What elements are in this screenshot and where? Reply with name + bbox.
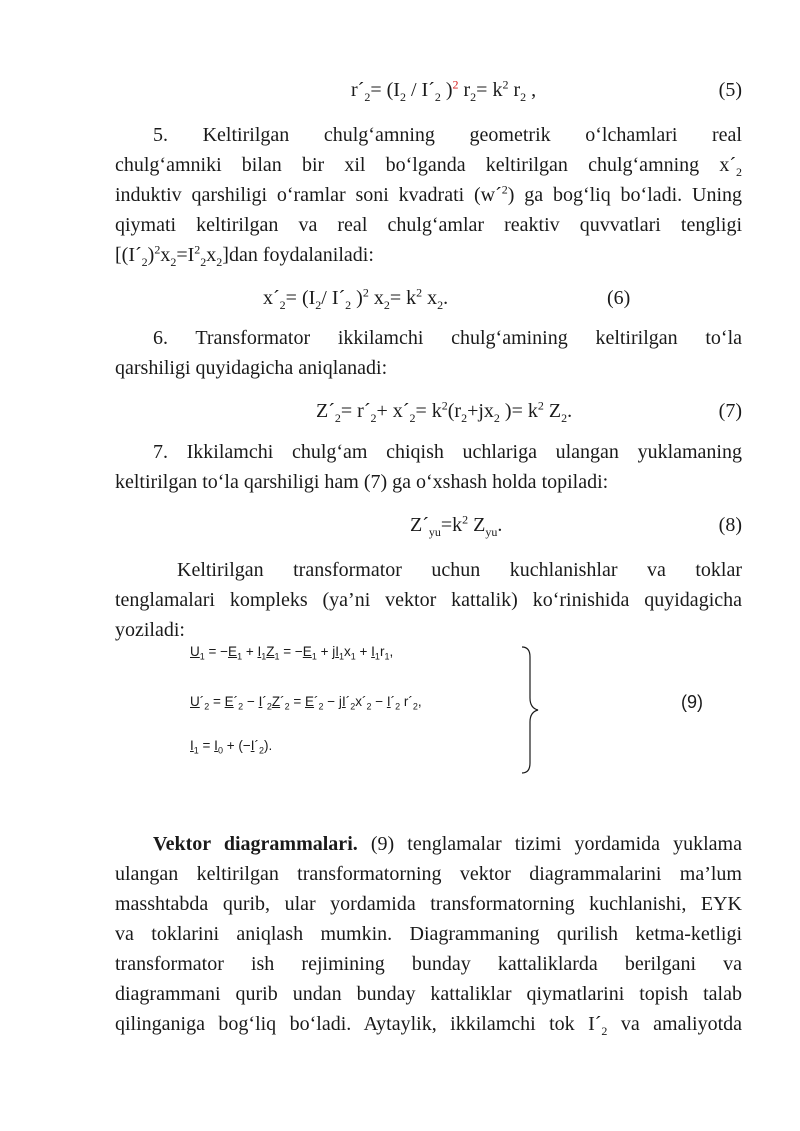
equation-6-number: (6) <box>607 287 631 309</box>
equation-5-number: (5) <box>718 79 742 101</box>
equation-9-line-3: $I_1 = I_0$ + $(-I´_2)$. <box>190 738 273 756</box>
p6-line-1: 6. Transformator ikkilamchi chulg‘amining keltirilgan to‘la <box>153 327 742 349</box>
right-brace-icon <box>520 645 544 775</box>
p8-line-1: Keltirilgan transformator uchun kuchlanishlar va toklar <box>177 559 742 581</box>
p9-line-2: ulangan keltirilgan transformatorning vektor diagrammalarini ma’lum <box>115 863 742 885</box>
p8-line-2: tenglamalari kompleks (ya’ni vektor kattalik) ko‘rinishida quyidagicha <box>115 589 742 611</box>
p9-line-7: qilinganiga bog‘liq bo‘ladi. Aytaylik, ikkilamchi tok $I´_2$ va amaliyotda <box>115 1013 743 1038</box>
p7-line-2: keltirilgan to‘la qarshiligi ham (7) ga o‘xshash holda topiladi: <box>115 471 609 493</box>
p7-line-1: 7. Ikkilamchi chulg‘am chiqish uchlariga ulangan yuklamaning <box>153 441 742 463</box>
equation-9-line-2: $U´_2$ = $E´_2$ − $I´_2Z´_2$ = $E´_2$ − $jI´_2x´_2$ − $I´_2$ $r´_2$, <box>190 694 422 712</box>
equation-7: $Z´_2=$ $r´_2+$ $x´_2= k^2(r_2+jx_2$ )= $k^2$ $Z_2$. <box>316 398 573 425</box>
p5-line-1: 5. Keltirilgan chulg‘amning geometrik o‘lchamlari real <box>153 124 742 146</box>
p9-line-3: masshtabda qurib, ular yordamida transformatorning kuchlanishi, EYK <box>115 893 742 915</box>
equation-7-number: (7) <box>718 400 742 422</box>
equation-5: $r´_2= (I_2$ / $I´_2$ )$^2$ $r_2= k^2$ $r_2$ , <box>351 77 537 104</box>
p5-line-2: chulg‘amniki bilan bir xil bo‘lganda keltirilgan chulg‘amning $x´_2$ <box>115 154 742 179</box>
p9-line-6: diagrammani qurib undan bunday kattaliklar qiymatlarini topish talab <box>115 983 742 1005</box>
p6-line-2: qarshiligi quyidagicha aniqlanadi: <box>115 357 388 379</box>
p9-line-1: Vektor diagrammalari. (9) tenglamalar tizimi yordamida yuklama <box>153 833 742 855</box>
equation-9-line-1: $U_1 = -E_1 + I_1Z_1 = -E_1 + jI_1x_1 + I_1r_1$, <box>190 644 394 662</box>
equation-6: $x´_2= (I_2/$ $I´_2$ )$^2$ $x_2= k^2$ $x_2$. <box>263 285 449 312</box>
p5-line-5: $[(I´_2)^2x_2=I^2_2x_2]dan$ foydalaniladi: <box>115 242 374 269</box>
p8-line-3: yoziladi: <box>115 619 185 641</box>
section-heading: Vektor diagrammalari. <box>153 833 358 855</box>
equation-8-number: (8) <box>718 514 742 536</box>
equation-9-number: (9) <box>681 692 703 712</box>
p9-line-4: va toklarini aniqlash mumkin. Diagrammaning qurilish ketma-ketligi <box>115 923 742 945</box>
p5-line-3: induktiv qarshiligi o‘ramlar soni kvadrati (w´$^2$) ga bog‘liq bo‘ladi. Uning <box>115 182 742 206</box>
p9-line-5: transformator ish rejimining bunday kattaliklarda berilgani va <box>115 953 742 975</box>
equation-8: $Z´_{yu}=k^2$ $Z_{yu}$. <box>410 512 503 539</box>
p5-line-4: qiymati keltirilgan va real chulg‘amlar reaktiv quvvatlari tengligi <box>115 214 742 236</box>
